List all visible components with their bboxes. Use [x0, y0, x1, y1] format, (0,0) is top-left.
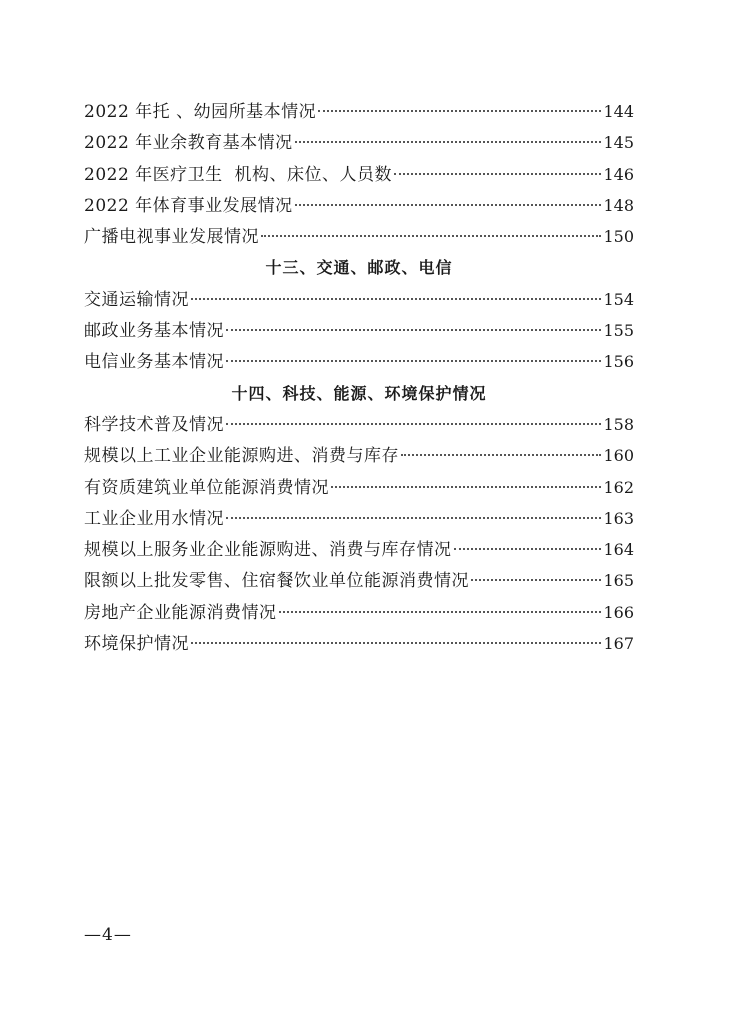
toc-entry[interactable] — [84, 409, 634, 440]
page-number: —4— — [84, 925, 132, 945]
dot-leader — [261, 235, 601, 237]
toc-entry-title: 邮政业务基本情况 — [84, 321, 224, 342]
toc-entry-page: 146 — [603, 164, 634, 184]
dot-leader — [226, 423, 601, 425]
section-heading: 十三、交通、邮政、电信 — [265, 258, 453, 278]
dot-leader — [454, 548, 602, 550]
toc-entry[interactable] — [84, 534, 634, 565]
toc-entry[interactable] — [84, 315, 634, 346]
toc-entry-title: 交通运输情况 — [84, 289, 189, 310]
toc-entry-page: 158 — [603, 414, 634, 434]
toc-entry[interactable] — [84, 221, 634, 252]
toc-entry[interactable] — [84, 190, 634, 221]
toc-entry-title: 2022 年医疗卫生 机构、床位、人员数 — [84, 164, 392, 185]
toc-entry-title: 2022 年托 、幼园所基本情况 — [84, 102, 317, 122]
toc-entry[interactable] — [84, 159, 634, 190]
dot-leader — [226, 329, 601, 331]
dot-leader — [191, 642, 601, 644]
toc-entry[interactable] — [84, 597, 634, 628]
toc-entry-title: 广播电视事业发展情况 — [84, 227, 259, 248]
dot-leader — [401, 454, 601, 456]
toc-entry[interactable] — [84, 127, 634, 158]
toc-entry[interactable] — [84, 503, 634, 534]
dot-leader — [226, 517, 601, 519]
toc-entry-page: 163 — [603, 508, 634, 528]
toc-entry-page: 148 — [603, 195, 634, 215]
toc-entry-title: 限额以上批发零售、住宿餐饮业单位能源消费情况 — [84, 571, 469, 592]
table-of-contents — [84, 96, 634, 659]
dot-leader — [295, 204, 602, 206]
toc-entry-page: 166 — [603, 602, 634, 622]
toc-entry-page: 167 — [603, 634, 634, 654]
dot-leader — [331, 486, 601, 488]
dot-leader — [318, 110, 601, 112]
dot-leader — [295, 141, 602, 143]
dot-leader — [471, 579, 601, 581]
toc-entry[interactable] — [84, 565, 634, 596]
toc-entry-page: 164 — [603, 540, 634, 560]
toc-entry-page: 150 — [603, 227, 634, 247]
toc-entry[interactable] — [84, 628, 634, 659]
toc-entry-title: 规模以上服务业企业能源购进、消费与库存情况 — [84, 540, 452, 561]
toc-entry-page: 144 — [603, 102, 634, 121]
dot-leader — [191, 298, 601, 300]
toc-entry-title: 工业企业用水情况 — [84, 508, 224, 529]
toc-entry-page: 160 — [603, 446, 634, 466]
toc-entry[interactable] — [84, 96, 634, 127]
toc-entry-title: 有资质建筑业单位能源消费情况 — [84, 477, 329, 498]
dot-leader — [279, 611, 602, 613]
toc-entry-title: 2022 年业余教育基本情况 — [84, 133, 293, 154]
toc-entry-title: 房地产企业能源消费情况 — [84, 602, 277, 623]
toc-entry-title: 电信业务基本情况 — [84, 352, 224, 373]
toc-entry-page: 145 — [603, 133, 634, 153]
toc-entry-page: 162 — [603, 477, 634, 497]
toc-entry-page: 156 — [603, 352, 634, 372]
toc-entry[interactable] — [84, 346, 634, 377]
toc-entry[interactable] — [84, 472, 634, 503]
toc-entry-title: 2022 年体育事业发展情况 — [84, 195, 293, 216]
toc-entry[interactable] — [84, 440, 634, 471]
toc-entry-title: 环境保护情况 — [84, 634, 189, 655]
dot-leader — [394, 173, 601, 175]
toc-entry[interactable] — [84, 284, 634, 315]
dot-leader — [226, 360, 601, 362]
toc-entry-title: 科学技术普及情况 — [84, 414, 224, 435]
toc-entry-page: 154 — [603, 289, 634, 309]
toc-entry-page: 165 — [603, 571, 634, 591]
toc-entry-title: 规模以上工业企业能源购进、消费与库存 — [84, 446, 399, 467]
section-heading: 十四、科技、能源、环境保护情况 — [231, 383, 487, 403]
toc-entry-page: 155 — [603, 321, 634, 341]
